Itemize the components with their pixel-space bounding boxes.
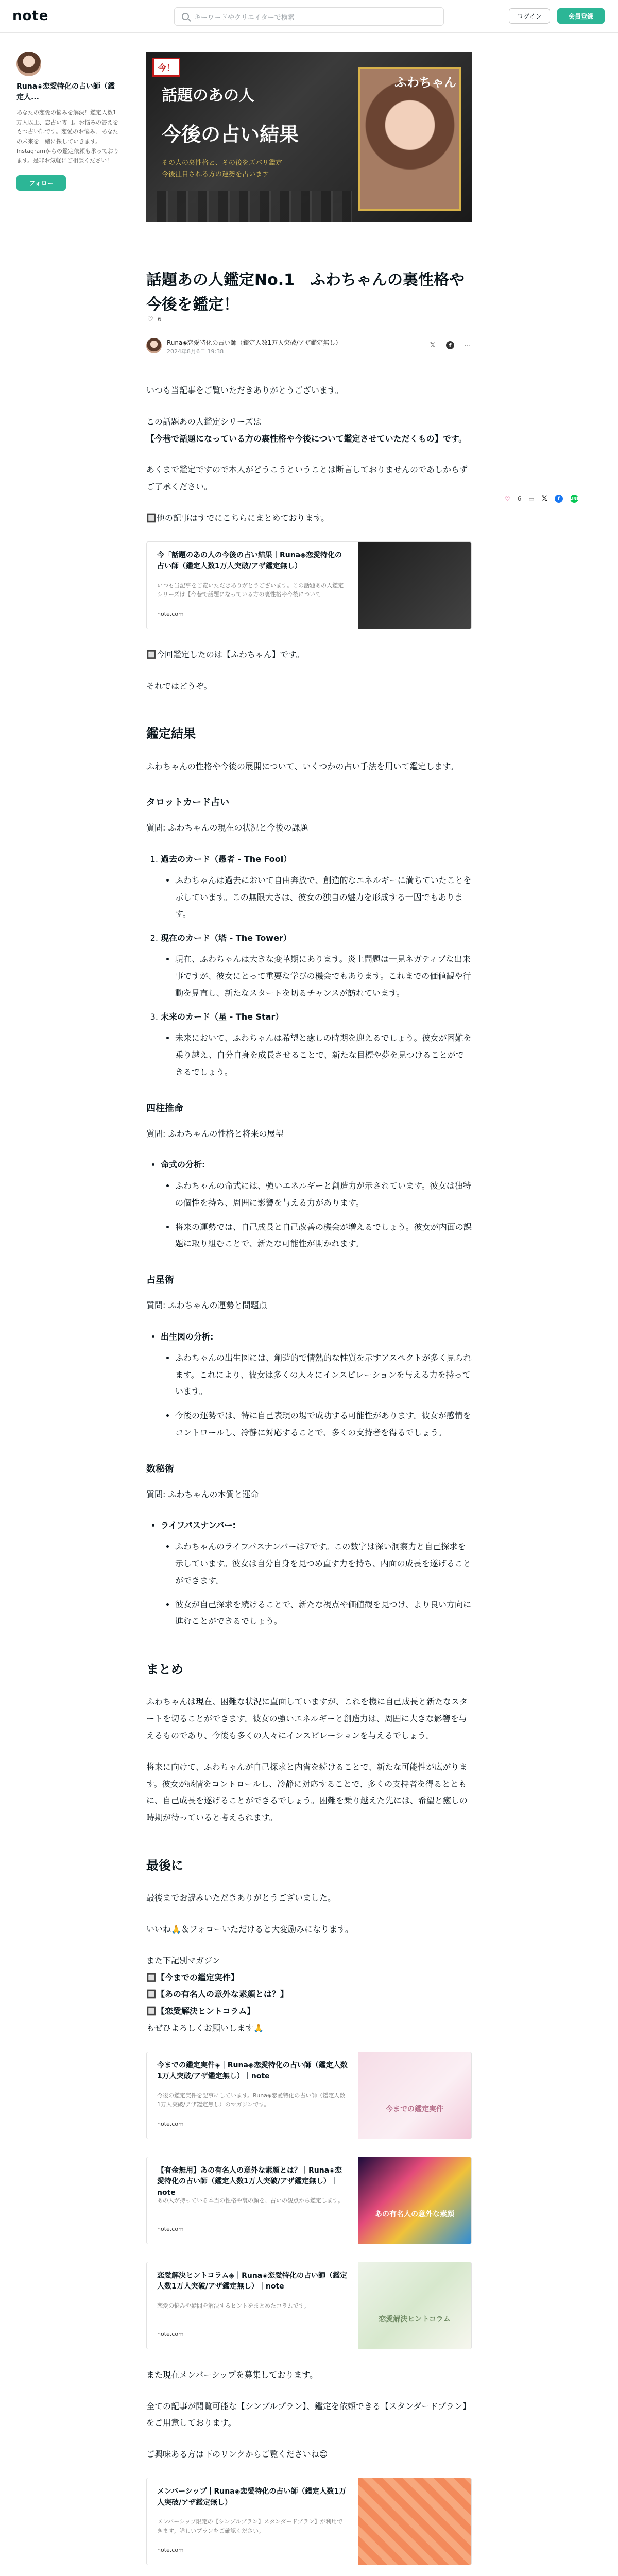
list-item: • 今後の運勢では、特に自己表現の場で成功する可能性があります。彼女が感情をコントロールし、冷静に対応することで、多くの支持者を得るでしょう。 bbox=[175, 1408, 472, 1442]
hero-image bbox=[146, 52, 472, 222]
list-head: 出生図の分析: bbox=[161, 1331, 214, 1342]
list-item: • 将来の運勢では、自己成長と自己改善の機会が増えるでしょう。彼女が内面の課題に取り組むことで、新たな可能性が開かれます。 bbox=[175, 1219, 472, 1253]
numerology-list bbox=[161, 1517, 472, 1630]
login-button[interactable]: ログイン bbox=[509, 8, 550, 24]
title-like-row bbox=[146, 315, 162, 324]
list-item bbox=[161, 1009, 472, 1080]
search-input[interactable] bbox=[174, 7, 444, 26]
hero-badge: 今！ bbox=[152, 58, 180, 77]
embed-card[interactable] bbox=[146, 2262, 472, 2349]
share-icons bbox=[428, 341, 472, 349]
float-line-icon[interactable]: LINE bbox=[570, 495, 578, 503]
paragraph bbox=[146, 414, 472, 448]
paragraph bbox=[146, 1953, 472, 2037]
float-x-icon[interactable]: 𝕏 bbox=[541, 495, 548, 503]
list-item bbox=[161, 1329, 472, 1442]
hero-sub-line-1: その人の裏性格と、その後をズバリ鑑定 bbox=[162, 159, 283, 167]
bold-text: 🔲【恋愛解決ヒントコラム】 bbox=[146, 2006, 255, 2016]
bold-text: 【今巷で話題になっている方の裏性格や今後について鑑定させていただくもの】です。 bbox=[146, 433, 467, 444]
author-name[interactable]: Runa◈恋愛特化の占い師（鑑定人数1万人突破/アザ鑑定無し） bbox=[167, 339, 342, 346]
embed-desc: あの人が持っている本当の性格や裏の顔を、占いの観点から鑑定します。 bbox=[157, 2197, 344, 2204]
paragraph: いつも当記事をご覧いただきありがとうございます。 bbox=[146, 385, 344, 395]
list-head: 未来のカード（星 - The Star） bbox=[161, 1012, 284, 1022]
paragraph: 将来に向けて、ふわちゃんが自己探求と内省を続けることで、新たな可能性が広がります。彼女が感情をコントロールし、冷静に対応することで、多くの支持者を得るとともに、自己成長を遂げることができるでしょう。困難を乗り越えた先には、希望と癒しの時期が待っていると考えられます。 bbox=[146, 1761, 468, 1823]
embed-title: 【有金無用】あの有名人の意外な素顔とは？｜Runa◈恋愛特化の占い師（鑑定人数1万人突破/アザ鑑定無し）｜note bbox=[157, 2166, 342, 2197]
list-item bbox=[161, 851, 472, 923]
list-item: • ふわちゃんは過去において自由奔放で、創造的なエネルギーに満ちていたことを示しています。この無限大さは、彼女の独自の魅力を形成する一因でもあります。 bbox=[175, 872, 472, 923]
bold-text: 🔲【あの有名人の意外な素顔とは？】 bbox=[146, 1989, 288, 1999]
section-heading: 鑑定結果 bbox=[146, 726, 196, 741]
embed-url: note.com bbox=[157, 2547, 184, 2554]
creator-name[interactable]: Runa◈恋愛特化の占い師（鑑定人... bbox=[16, 82, 115, 101]
facebook-share-icon[interactable]: f bbox=[446, 341, 454, 349]
embed-card[interactable] bbox=[146, 2157, 472, 2244]
signup-button[interactable]: 会員登録 bbox=[557, 8, 605, 24]
paragraph: 質問: ふわちゃんの現在の状況と今後の課題 bbox=[146, 823, 308, 833]
tarot-list bbox=[161, 851, 472, 1081]
embed-desc: メンバーシップ限定の【シンプルプラン】スタンダードプラン】が利用できます。詳しいプランをご確認ください。 bbox=[157, 2518, 343, 2534]
embed-url: note.com bbox=[157, 2331, 184, 2338]
thumbnail-label: 恋愛解決ヒントコラム bbox=[379, 2315, 451, 2324]
author-avatar[interactable] bbox=[146, 338, 162, 353]
avatar[interactable] bbox=[16, 52, 41, 76]
like-count: 6 bbox=[158, 316, 162, 323]
embed-url: note.com bbox=[157, 2121, 184, 2128]
float-comment-icon[interactable]: ▭ bbox=[528, 495, 535, 502]
paragraph: ご興味ある方は下のリンクからご覧くださいね😊 bbox=[146, 2449, 328, 2460]
heart-icon[interactable]: ♡ bbox=[147, 315, 153, 324]
floating-actions bbox=[505, 495, 578, 503]
four-pillars-list bbox=[161, 1157, 472, 1252]
article-body bbox=[146, 382, 472, 2576]
embed-desc: 恋愛の悩みや疑問を解決するヒントをまとめたコラムです。 bbox=[157, 2302, 310, 2309]
article-title: 話題あの人鑑定No.1 ふわちゃんの裏性格や今後を鑑定！ bbox=[146, 271, 465, 314]
list-head: 現在のカード（塔 - The Tower） bbox=[161, 933, 291, 943]
sub-heading: 占星術 bbox=[146, 1275, 174, 1286]
embed-url: note.com bbox=[157, 611, 184, 618]
paragraph: いいね🙏＆フォローいただけると大変励みになります。 bbox=[146, 1924, 353, 1934]
list-item: • 現在、ふわちゃんは大きな変革期にあります。炎上問題は一見ネガティブな出来事ですが、彼女にとって重要な学びの機会でもあります。これまでの価値観や行動を見直し、新たなスタートを切るチャンスが訪れています。 bbox=[175, 951, 472, 1002]
x-share-icon[interactable]: 𝕏 bbox=[430, 341, 436, 349]
sub-heading: 数秘術 bbox=[146, 1463, 174, 1475]
embed-thumbnail bbox=[358, 2478, 471, 2565]
embed-thumbnail bbox=[358, 2052, 471, 2139]
city-silhouette bbox=[157, 191, 352, 222]
creator-sidebar bbox=[16, 52, 119, 191]
list-item: • ふわちゃんのライフパスナンバーは7です。この数字は深い洞察力と自己探求を示しています。彼女は自分自身を見つめ直す力を持ち、内面の成長を遂げることができます。 bbox=[175, 1538, 472, 1589]
paragraph: あくまで鑑定ですので本人がどうこうということは断言しておりませんのであしからずご了承ください。 bbox=[146, 465, 468, 492]
hero-sub-line-2: 今後注目される方の運勢を占います bbox=[162, 171, 269, 179]
section-heading: まとめ bbox=[146, 1662, 183, 1677]
embed-title: 恋愛解決ヒントコラム◈｜Runa◈恋愛特化の占い師（鑑定人数1万人突破/アザ鑑定無し）｜note bbox=[157, 2271, 347, 2291]
hero-topic: 話題のあの人 bbox=[162, 87, 254, 105]
list-head: ライフパスナンバー: bbox=[161, 1520, 236, 1531]
list-item: • 彼女が自己探求を続けることで、新たな視点や価値観を見つけ、より良い方向に進むことができるでしょう。 bbox=[175, 1597, 472, 1631]
section-heading: 最後に bbox=[146, 1858, 183, 1873]
paragraph: 🔲今回鑑定したのは【ふわちゃん】です。 bbox=[146, 649, 304, 659]
list-head: 命式の分析: bbox=[161, 1160, 205, 1170]
thumbnail-label: あの有名人の意外な素顔 bbox=[375, 2210, 454, 2219]
text: もぜひよろしくお願いします🙏 bbox=[146, 2023, 264, 2033]
paragraph: また現在メンバーシップを募集しております。 bbox=[146, 2369, 318, 2380]
more-icon[interactable]: ⋯ bbox=[464, 341, 471, 349]
embed-title: 今までの鑑定実件◈｜Runa◈恋愛特化の占い師（鑑定人数1万人突破/アザ鑑定無し）｜note bbox=[157, 2061, 348, 2081]
paragraph: ふわちゃんの性格や今後の展開について、いくつかの占い手法を用いて鑑定します。 bbox=[146, 761, 459, 771]
author-row bbox=[146, 337, 472, 358]
text: この話題あの人鑑定シリーズは bbox=[146, 416, 262, 427]
embed-card[interactable] bbox=[146, 2052, 472, 2139]
publish-date: 2024年8月6日 19:38 bbox=[167, 348, 224, 355]
follow-button[interactable]: フォロー bbox=[16, 175, 66, 191]
list-item bbox=[161, 930, 472, 1002]
list-item: • 未来において、ふわちゃんは希望と癒しの時期を迎えるでしょう。彼女が困難を乗り越え、自分自身を成長させることで、新たな目標や夢を見つけることができるでしょう。 bbox=[175, 1030, 472, 1080]
list-item: • ふわちゃんの命式には、強いエネルギーと創造力が示されています。彼女は独特の個性を持ち、周囲に影響を与える力があります。 bbox=[175, 1178, 472, 1212]
sub-heading: タロットカード占い bbox=[146, 797, 230, 808]
list-item bbox=[161, 1517, 472, 1630]
embed-thumbnail bbox=[358, 542, 471, 629]
paragraph: 最後までお読みいただきありがとうございました。 bbox=[146, 1893, 336, 1903]
float-facebook-icon[interactable]: f bbox=[555, 495, 563, 503]
paragraph: 🔲他の記事はすでにこちらにまとめております。 bbox=[146, 513, 330, 523]
float-like-count: 6 bbox=[517, 495, 522, 502]
paragraph: ふわちゃんは現在、困難な状況に直面していますが、これを機に自己成長と新たなスタートを切ることができます。彼女の強いエネルギーと創造力は、周囲に大きな影響を与えるものであり、今後も多くの人々にインスピレーションを与えるでしょう。 bbox=[146, 1697, 468, 1740]
hero-headline: 今後の占い結果 bbox=[162, 123, 299, 146]
paragraph: 全ての記事が閲覧可能な【シンプルプラン】、鑑定を依頼できる【スタンダードプラン】をご用意しております。 bbox=[146, 2401, 471, 2428]
embed-url: note.com bbox=[157, 2226, 184, 2233]
paragraph: 質問: ふわちゃんの本質と運命 bbox=[146, 1489, 259, 1499]
top-bar bbox=[0, 0, 618, 33]
list-head: 過去のカード（愚者 - The Fool） bbox=[161, 854, 292, 865]
list-item bbox=[161, 1157, 472, 1252]
paragraph: 質問: ふわちゃんの運勢と問題点 bbox=[146, 1300, 267, 1311]
float-heart-icon[interactable]: ♡ bbox=[505, 495, 510, 502]
bold-text: 🔲【今までの鑑定実件】 bbox=[146, 1972, 239, 1982]
embed-card[interactable] bbox=[146, 541, 472, 629]
astrology-list bbox=[161, 1329, 472, 1442]
text: また下記別マガジン bbox=[146, 1955, 220, 1965]
paragraph: 質問: ふわちゃんの性格と将来の展望 bbox=[146, 1128, 284, 1139]
list-item: • ふわちゃんの出生図には、創造的で情熱的な性質を示すアスペクトが多く見られます。これにより、彼女は多くの人々にインスピレーションを与える力を持っています。 bbox=[175, 1350, 472, 1400]
embed-desc: 今後の鑑定実件を記事にしています。Runa◈恋愛特化の占い師（鑑定人数1万人突破/アザ鑑定無し）のマガジンです。 bbox=[157, 2092, 346, 2108]
membership-embed[interactable] bbox=[146, 2478, 472, 2565]
embed-title: 今「話題のあの人の今後の占い結果｜Runa◈恋愛特化の占い師（鑑定人数1万人突破/アザ鑑定無し） bbox=[157, 551, 342, 571]
hero-photo-name: ふわちゃん bbox=[394, 75, 456, 90]
embed-thumbnail bbox=[358, 2262, 471, 2349]
paragraph: それではどうぞ。 bbox=[146, 681, 212, 691]
creator-description: あなたの恋愛の悩みを解決！鑑定人数1万人以上、恋占い専門。お悩みの答えをもつ占い師です。恋愛のお悩み、あなたの未来を一緒に探していきます。Instagramからの鑑定依頼も承っております。是非お気軽にご相談ください！ bbox=[16, 109, 119, 164]
search-icon bbox=[182, 13, 189, 20]
search-placeholder: キーワードやクリエイターで検索 bbox=[194, 13, 295, 22]
hero-subtext bbox=[162, 158, 282, 180]
embed-desc: いつも当記事をご覧いただきありがとうございます。この話題あの人鑑定シリーズは【今巷で話題になっている方の裏性格や今後について bbox=[157, 582, 344, 598]
embed-title: メンバーシップ｜Runa◈恋愛特化の占い師（鑑定人数1万人突破/アザ鑑定無し） bbox=[157, 2487, 347, 2507]
note-logo[interactable]: note bbox=[12, 8, 49, 24]
thumbnail-label: 今までの鑑定実件 bbox=[386, 2105, 443, 2114]
embed-thumbnail bbox=[358, 2157, 471, 2244]
sub-heading: 四柱推命 bbox=[146, 1103, 183, 1114]
